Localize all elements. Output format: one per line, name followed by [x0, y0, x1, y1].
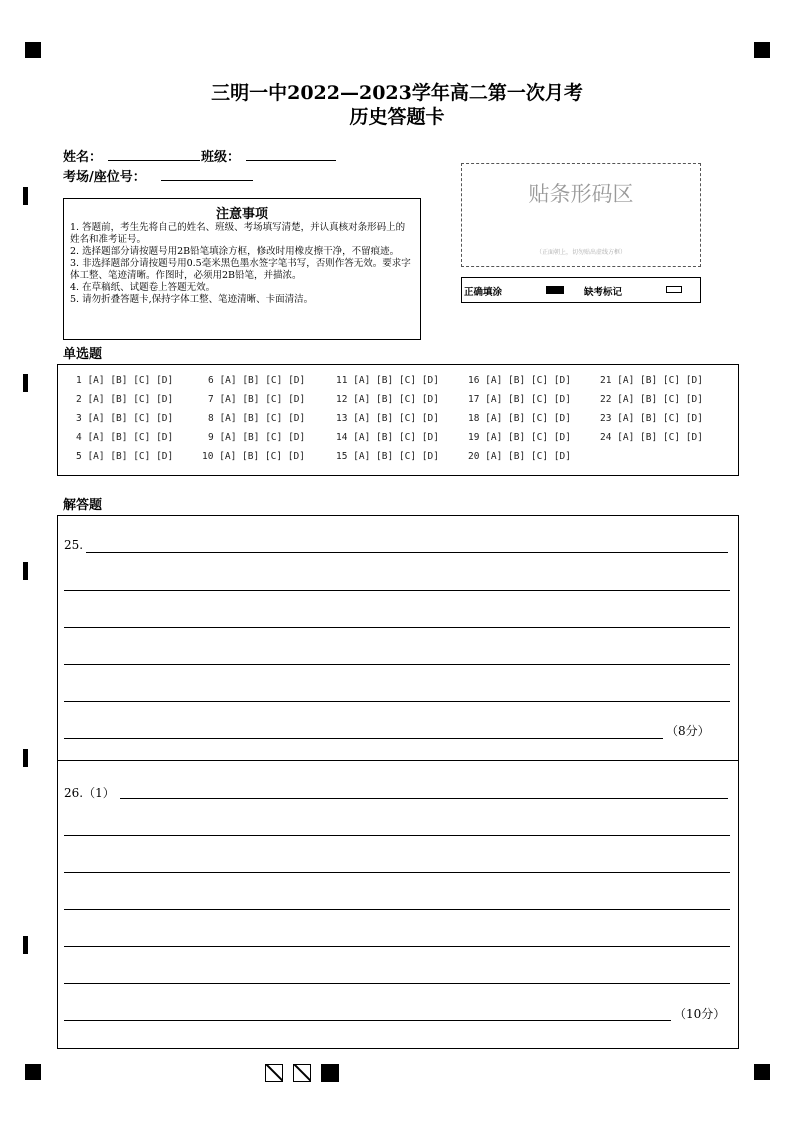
correct-fill-sample	[546, 286, 564, 294]
choice-question[interactable]: 14 [A] [B] [C] [D]	[336, 432, 439, 443]
choice-question[interactable]: 18 [A] [B] [C] [D]	[468, 413, 571, 424]
choice-question[interactable]: 17 [A] [B] [C] [D]	[468, 394, 571, 405]
fill-legend	[461, 277, 701, 303]
choice-question[interactable]: 7 [A] [B] [C] [D]	[208, 394, 306, 405]
name-label: 姓名：	[63, 150, 103, 165]
barcode-area	[461, 163, 701, 267]
choice-question[interactable]: 13 [A] [B] [C] [D]	[336, 413, 439, 424]
q26-answer-line[interactable]	[64, 983, 730, 984]
choice-question[interactable]: 4 [A] [B] [C] [D]	[76, 432, 174, 443]
choice-question[interactable]: 9 [A] [B] [C] [D]	[208, 432, 306, 443]
q25-label: 25.	[64, 538, 84, 552]
q25-answer-line[interactable]	[64, 738, 663, 739]
choice-question[interactable]: 21 [A] [B] [C] [D]	[600, 375, 703, 386]
q25-answer-line[interactable]	[64, 664, 730, 665]
q26-points: （10分）	[674, 1007, 726, 1021]
notice-item: 3. 非选择题部分请按题号用0.5毫米黑色墨水签字笔书写，否则作答无效。要求字体工整、笔迹清晰。作图时，必须用2B铅笔，并描浓。	[70, 258, 411, 281]
choice-question[interactable]: 3 [A] [B] [C] [D]	[76, 413, 174, 424]
page-mark-hatched	[265, 1064, 283, 1082]
page-mark-hatched	[293, 1064, 311, 1082]
choice-question[interactable]: 15 [A] [B] [C] [D]	[336, 451, 439, 462]
choice-question[interactable]: 11 [A] [B] [C] [D]	[336, 375, 439, 386]
choice-question[interactable]: 16 [A] [B] [C] [D]	[468, 375, 571, 386]
q26-label: 26.（1）	[64, 786, 115, 800]
room-seat-label: 考场/座位号：	[63, 170, 146, 185]
name-field[interactable]	[108, 160, 200, 161]
registration-mark-bottom-right	[754, 1064, 770, 1080]
choice-question[interactable]: 24 [A] [B] [C] [D]	[600, 432, 703, 443]
notice-box	[63, 198, 421, 340]
absent-mark-label: 缺考标记	[584, 287, 623, 298]
registration-mark-top-right	[754, 42, 770, 58]
class-label: 班级：	[201, 150, 241, 165]
barcode-note: （正面朝上，切勿贴出虚线方框）	[535, 249, 626, 256]
registration-mark-top-left	[25, 42, 41, 58]
room-seat-field[interactable]	[161, 180, 253, 181]
q26-answer-line[interactable]	[64, 909, 730, 910]
choice-question[interactable]: 1 [A] [B] [C] [D]	[76, 375, 174, 386]
notice-item: 4. 在草稿纸、试题卷上答题无效。	[70, 282, 216, 293]
q26-answer-line[interactable]	[64, 1020, 671, 1021]
answer-sheet-title: 历史答题卡	[349, 106, 445, 128]
choice-question[interactable]: 23 [A] [B] [C] [D]	[600, 413, 703, 424]
timing-mark	[23, 562, 28, 580]
timing-mark	[23, 749, 28, 767]
q26-answer-line[interactable]	[64, 835, 730, 836]
barcode-title: 贴条形码区	[528, 182, 634, 206]
single-choice-label: 单选题	[63, 347, 103, 362]
q26-answer-line[interactable]	[64, 872, 730, 873]
q25-answer-line[interactable]	[86, 552, 728, 553]
notice-item: 1. 答题前，考生先将自己的姓名、班级、考场填写清楚，并认真核对条形码上的姓名和准考证号。	[70, 222, 406, 245]
page-mark-solid	[321, 1064, 339, 1082]
choice-question[interactable]: 6 [A] [B] [C] [D]	[208, 375, 306, 386]
answer-box	[57, 515, 739, 1049]
notice-item: 5. 请勿折叠答题卡,保持字体工整、笔迹清晰、卡面清洁。	[70, 294, 314, 305]
q25-answer-line[interactable]	[64, 590, 730, 591]
notice-title: 注意事项	[215, 207, 268, 222]
choice-question[interactable]: 10 [A] [B] [C] [D]	[202, 451, 305, 462]
single-choice-box	[57, 364, 739, 476]
q26-answer-line[interactable]	[64, 946, 730, 947]
class-field[interactable]	[246, 160, 336, 161]
timing-mark	[23, 936, 28, 954]
correct-fill-label: 正确填涂	[464, 287, 503, 298]
question-divider	[57, 760, 739, 761]
answer-section-label: 解答题	[63, 498, 103, 513]
choice-question[interactable]: 22 [A] [B] [C] [D]	[600, 394, 703, 405]
notice-item: 2. 选择题部分请按题号用2B铅笔填涂方框，修改时用橡皮擦干净，不留痕迹。	[70, 246, 400, 257]
q25-answer-line[interactable]	[64, 627, 730, 628]
exam-title: 三明一中2022—2023学年高二第一次月考	[211, 82, 583, 104]
choice-question[interactable]: 20 [A] [B] [C] [D]	[468, 451, 571, 462]
choice-question[interactable]: 5 [A] [B] [C] [D]	[76, 451, 174, 462]
q25-answer-line[interactable]	[64, 701, 730, 702]
q26-answer-line[interactable]	[120, 798, 728, 799]
absent-mark-box[interactable]	[666, 286, 682, 293]
choice-question[interactable]: 2 [A] [B] [C] [D]	[76, 394, 174, 405]
choice-question[interactable]: 8 [A] [B] [C] [D]	[208, 413, 306, 424]
timing-mark	[23, 374, 28, 392]
choice-question[interactable]: 19 [A] [B] [C] [D]	[468, 432, 571, 443]
timing-mark	[23, 187, 28, 205]
q25-points: （8分）	[666, 724, 710, 738]
registration-mark-bottom-left	[25, 1064, 41, 1080]
choice-question[interactable]: 12 [A] [B] [C] [D]	[336, 394, 439, 405]
